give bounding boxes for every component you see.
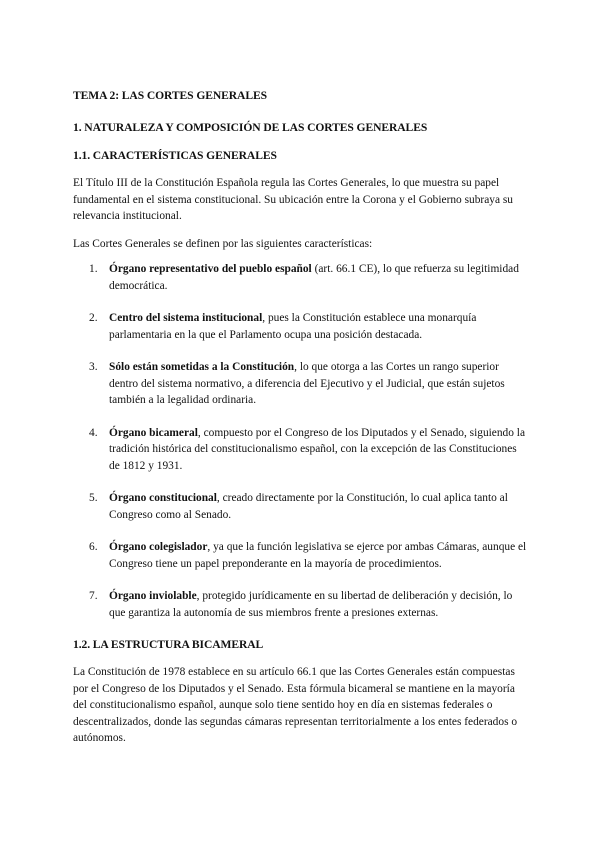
- list-item-number: 7.: [89, 590, 98, 602]
- list-item-text: (art. 66.1 CE), lo que refuerza su legitimidad democrática.: [109, 263, 519, 292]
- document-content: [73, 88, 529, 747]
- list-item: [73, 359, 529, 409]
- list-item: [73, 261, 529, 294]
- list-item-text: , protegido jurídicamente en su libertad de deliberación y decisión, lo que garantiza la autonomía de sus miembros frente a presiones externas.: [109, 590, 513, 619]
- list-item-text: , lo que otorga a las Cortes un rango superior dentro del sistema normativo, a diferencia del Ejecutivo y el Judicial, que están sujetos también a la legalidad ordinaria.: [109, 361, 505, 406]
- section-1-title: 1. NATURALEZA Y COMPOSICIÓN DE LAS CORTES GENERALES: [73, 121, 428, 134]
- list-lead-paragraph: Las Cortes Generales se definen por las siguientes características:: [73, 237, 373, 250]
- bicameral-paragraph: La Constitución de 1978 establece en su artículo 66.1 que las Cortes Generales están compuestas por el Congreso de los Diputados y el Senado. Esta fórmula bicameral se mantiene en la mayoría del constitucionalismo español, aunque solo tiene sentido hoy en día en sistemas federales o descentralizados, donde las segundas cámaras representan territorialmente a los entes federados o autónomos.: [73, 666, 518, 744]
- intro-paragraph: El Título III de la Constitución Española regula las Cortes Generales, lo que muestra su papel fundamental en el sistema constitucional. Su ubicación entre la Corona y el Gobierno subraya su relevancia institucional.: [73, 177, 513, 222]
- subsection-1-2-title: 1.2. LA ESTRUCTURA BICAMERAL: [73, 638, 264, 651]
- list-item-number: 5.: [89, 492, 98, 504]
- list-item-bold: Órgano constitucional: [109, 492, 217, 504]
- list-item-text: , creado directamente por la Constitución, lo cual aplica tanto al Congreso como al Senado.: [109, 492, 508, 521]
- list-item-bold: Órgano colegislador: [109, 541, 208, 553]
- list-item-text: , pues la Constitución establece una monarquía parlamentaria en la que el Parlamento ocupa una posición destacada.: [109, 312, 477, 341]
- subsection-1-1-title: 1.1. CARACTERÍSTICAS GENERALES: [73, 149, 277, 162]
- list-item: [73, 425, 529, 475]
- list-item-number: 3.: [89, 361, 98, 373]
- list-item-bold: Órgano inviolable: [109, 590, 197, 602]
- list-item-number: 6.: [89, 541, 98, 553]
- list-item-number: 4.: [89, 426, 98, 439]
- list-item-number: 2.: [89, 312, 98, 324]
- characteristics-list: [73, 261, 529, 621]
- list-item-bold: Órgano bicameral: [109, 426, 198, 439]
- list-item-bold: Centro del sistema institucional: [109, 312, 263, 324]
- list-item-text: , compuesto por el Congreso de los Diputados y el Senado, siguiendo la tradición histórica del constitucionalismo español, con la excepción de las Constituciones de 1812 y 1931.: [109, 426, 526, 472]
- list-item-text: , ya que la función legislativa se ejerce por ambas Cámaras, aunque el Congreso tiene un papel preponderante en la mayoría de procedimientos.: [109, 541, 527, 570]
- list-item: [73, 588, 529, 621]
- list-item: [73, 539, 529, 572]
- list-item: [73, 490, 529, 523]
- list-item-number: 1.: [89, 263, 98, 275]
- list-item-bold: Órgano representativo del pueblo español: [109, 263, 312, 275]
- tema-title: TEMA 2: LAS CORTES GENERALES: [73, 89, 267, 102]
- list-item-bold: Sólo están sometidas a la Constitución: [109, 361, 295, 373]
- list-item: [73, 310, 529, 343]
